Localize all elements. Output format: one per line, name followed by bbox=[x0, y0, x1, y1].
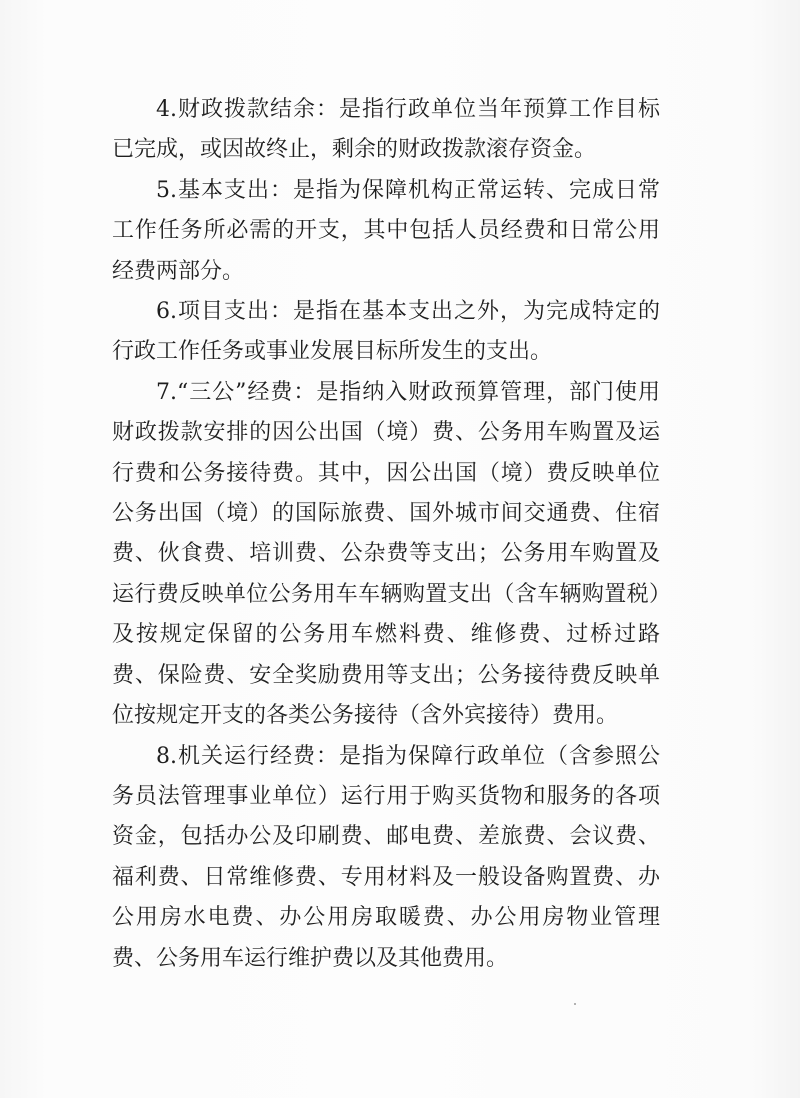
paragraph-text: 财政拨款结余：是指行政单位当年预算工作目标已完成，或因故终止，剩余的财政拨款滚存资金。 bbox=[112, 97, 660, 163]
paragraph-number: 6. bbox=[156, 299, 177, 325]
paragraph-number: 7. bbox=[156, 379, 177, 405]
paragraph-text: 机关运行经费：是指为保障行政单位（含参照公务员法管理事业单位）运行用于购买货物和服务的各项资金，包括办公及印刷费、邮电费、差旅费、会议费、福利费、日常维修费、专用材料及一般设备购置费、办公用房水电费、办公用房取暖费、办公用房物业管理费、公务用车运行维护费以及其他费用。 bbox=[112, 743, 660, 971]
scan-speck bbox=[574, 1003, 576, 1005]
paragraph-8 bbox=[112, 737, 660, 979]
paragraph-7 bbox=[112, 373, 660, 737]
document-body bbox=[112, 90, 660, 979]
paragraph-text: 项目支出：是指在基本支出之外，为完成特定的行政工作任务或事业发展目标所发生的支出。 bbox=[112, 299, 660, 365]
paragraph-4 bbox=[112, 90, 660, 171]
paragraph-number: 8. bbox=[156, 743, 177, 769]
paragraph-6 bbox=[112, 292, 660, 373]
paragraph-text: 基本支出：是指为保障机构正常运转、完成日常工作任务所必需的开支，其中包括人员经费和日常公用经费两部分。 bbox=[112, 177, 660, 284]
paragraph-text: “三公”经费：是指纳入财政预算管理，部门使用财政拨款安排的因公出国（境）费、公务用车购置及运行费和公务接待费。其中，因公出国（境）费反映单位公务出国（境）的国际旅费、国外城市间交通费、住宿费、伙食费、培训费、公杂费等支出；公务用车购置及运行费反映单位公务用车车辆购置支出（含车辆购置税）及按规定保留的公务用车燃料费、维修费、过桥过路费、保险费、安全奖励费用等支出；公务接待费反映单位按规定开支的各类公务接待（含外宾接待）费用。 bbox=[112, 379, 660, 729]
paragraph-number: 5. bbox=[156, 177, 177, 203]
paragraph-number: 4. bbox=[156, 97, 177, 122]
paragraph-5 bbox=[112, 171, 660, 292]
